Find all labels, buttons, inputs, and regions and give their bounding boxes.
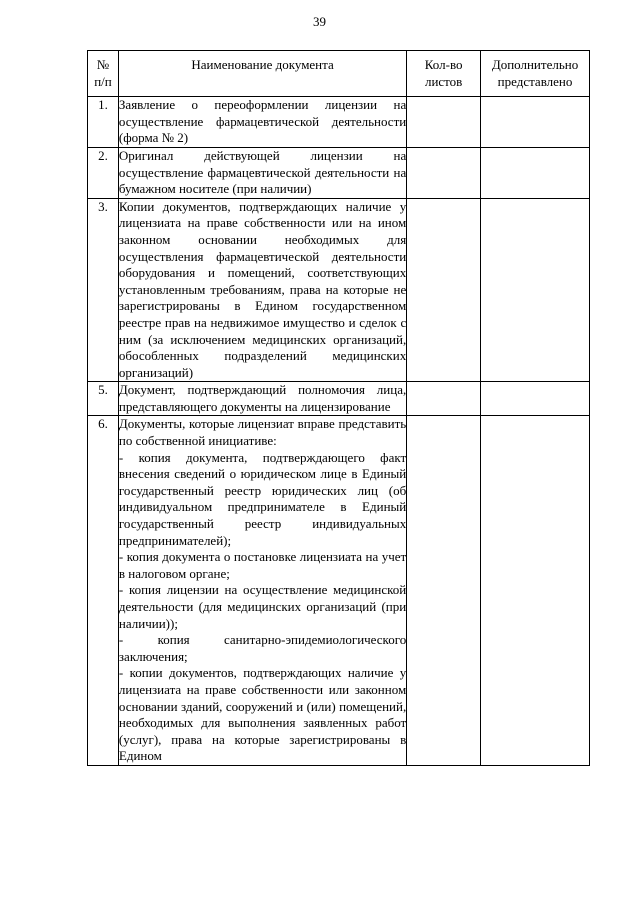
documents-table (87, 50, 590, 766)
document-name-text: Документы, которые лицензиат вправе представить по собственной инициативе: (118, 416, 407, 449)
table-row (88, 382, 590, 416)
column-header-sheet-count: Кол-во листов (407, 51, 481, 97)
sheet-count-cell[interactable] (407, 382, 481, 416)
column-header-document-name: Наименование документа (118, 51, 406, 97)
column-header-number: № п/п (88, 51, 119, 97)
table-row (88, 97, 590, 148)
document-name-text: - копии документов, подтверждающих наличие у лицензиата на праве собственности или законном основании зданий, сооружений и (или) помещений, необходимых для выполнения заявленных работ (услуг), права на которые зарегистрированы в Едином (118, 665, 407, 764)
document-name-cell (118, 198, 406, 382)
document-name-text: Заявление о переоформлении лицензии на осуществление фармацевтической деятельности (форма № 2) (118, 97, 407, 146)
additionally-submitted-cell[interactable] (481, 97, 590, 148)
row-number: 3. (88, 198, 119, 382)
table-row (88, 416, 590, 765)
sheet-count-cell[interactable] (407, 416, 481, 765)
document-name-text: Документ, подтверждающий полномочия лица, представляющего документы на лицензирование (118, 382, 407, 414)
document-name-text: - копия лицензии на осуществление медицинской деятельности (для медицинских организаций (при наличии)); (118, 582, 407, 631)
table-row (88, 147, 590, 198)
document-name-cell (118, 416, 406, 765)
document-name-cell (118, 147, 406, 198)
document-name-text: Оригинал действующей лицензии на осуществление фармацевтической деятельности на бумажном носителе (при наличии) (118, 147, 407, 197)
sheet-count-cell[interactable] (407, 198, 481, 382)
additionally-submitted-cell[interactable] (481, 198, 590, 382)
sheet-count-cell[interactable] (407, 147, 481, 198)
document-name-cell (118, 382, 406, 416)
document-name-text: - копия санитарно-эпидемиологического заключения; (118, 632, 407, 664)
document-name-cell (118, 97, 406, 148)
additionally-submitted-cell[interactable] (481, 147, 590, 198)
additionally-submitted-cell[interactable] (481, 382, 590, 416)
document-name-text: - копия документа о постановке лицензиата на учет в налоговом органе; (118, 549, 407, 581)
document-name-text: Копии документов, подтверждающих наличие у лицензиата на праве собственности или на ином законном основании необходимых для осуществления фармацевтической деятельности оборудования и помещений, соответствующих установленным требованиям, права на которые не зарегистрированы в Едином государственном реестре прав на недвижимое имущество и сделок с ним (за исключением медицинских организаций, обособленных подразделений медицинских организаций) (118, 198, 407, 380)
page-number: 39 (313, 14, 326, 29)
table-header-row (88, 51, 590, 97)
row-number: 6. (88, 416, 119, 765)
row-number: 1. (88, 97, 119, 148)
sheet-count-cell[interactable] (407, 97, 481, 148)
document-name-text: - копия документа, подтверждающего факт внесения сведений о юридическом лице в Единый государственный реестр юридических лиц (об индивидуальном предпринимателе в Единый государственный реестр индивидуальных предпринимателей); (118, 449, 407, 548)
row-number: 5. (88, 382, 119, 416)
table-row (88, 198, 590, 382)
column-header-additionally-submitted: Дополнительно представлено (481, 51, 590, 97)
row-number: 2. (88, 147, 119, 198)
additionally-submitted-cell[interactable] (481, 416, 590, 765)
